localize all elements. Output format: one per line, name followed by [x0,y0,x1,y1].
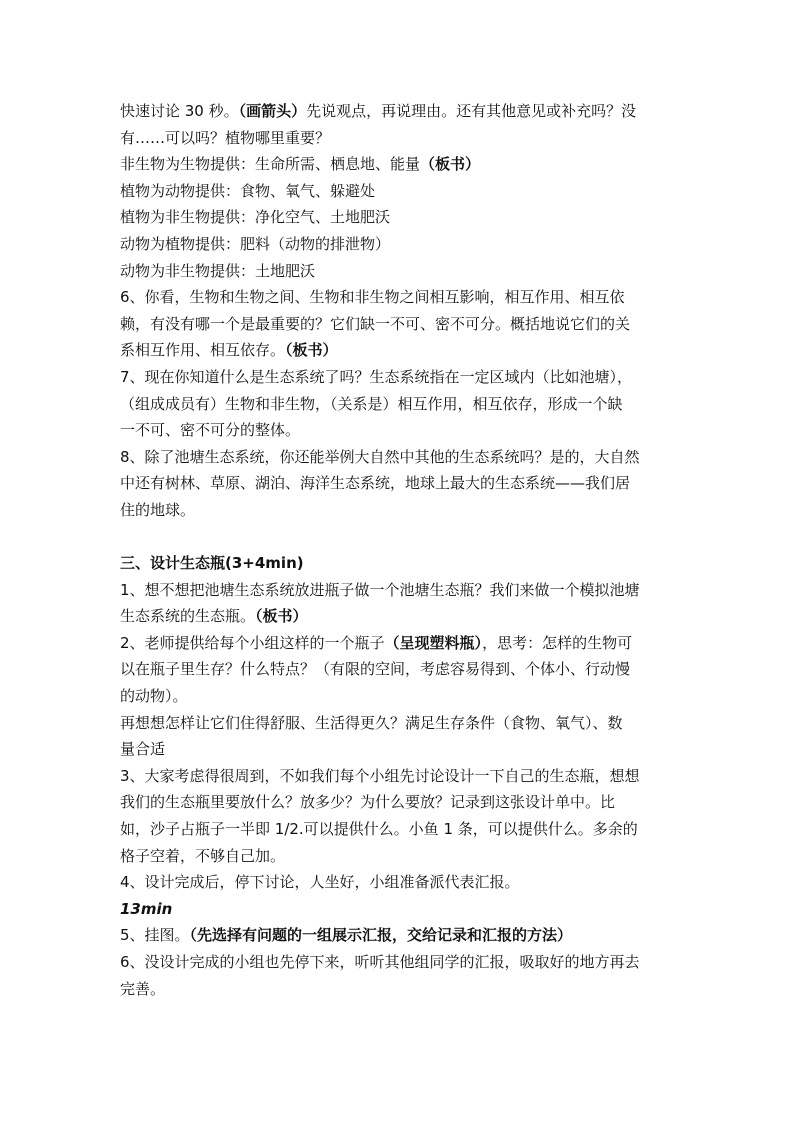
text-segment: 以在瓶子里生存？什么特点？（有限的空间，考虑容易得到、个体小、行动慢 [120,660,631,679]
text-line [120,178,680,205]
text-segment: ，思考：怎样的生物可 [482,633,633,652]
text-line [120,284,680,311]
text-line [120,98,680,125]
text-segment: 动物为非生物提供：土地肥沃 [120,261,316,280]
section-heading [120,550,680,577]
text-line [120,710,680,737]
bold-text: （画箭头） [238,102,307,120]
text-line [120,922,680,949]
text-line [120,656,680,683]
text-segment: 5、挂图。 [120,926,190,945]
text-segment: 赖，有没有哪一个是最重要的？它们缺一不可、密不可分。概括地说它们的关 [120,314,631,333]
text-segment: 植物为动物提供：食物、氧气、躲避处 [120,181,376,200]
text-line [120,736,680,763]
text-segment: 植物为非生物提供：净化空气、土地肥沃 [120,208,391,227]
text-segment: 非生物为生物提供：生命所需、栖息地、能量 [120,155,421,174]
text-segment: 生态系统的生态瓶。 [120,607,256,626]
blank-line [120,524,680,551]
text-line [120,869,680,896]
text-line [120,816,680,843]
document-body [120,98,680,1002]
bold-text: （板书） [420,155,481,174]
text-segment: 快速讨论 30 秒。 [120,102,239,120]
text-line [120,896,680,923]
text-segment: 一不可、密不可分的整体。 [120,421,301,440]
text-line [120,151,680,178]
text-line [120,789,680,816]
text-line [120,843,680,870]
text-segment: 4、设计完成后，停下讨论，人坐好，小组准备派代表汇报。 [120,873,520,892]
text-line [120,976,680,1003]
text-segment: 3、大家考虑得很周到，不如我们每个小组先讨论设计一下自己的生态瓶，想想 [120,766,640,785]
bold-text: （板书） [285,341,338,360]
bold-text: 三、设计生态瓶(3+4min) [120,554,304,573]
text-segment: 先说观点，再说理由。还有其他意见或补充吗？没 [306,102,637,120]
text-segment: 8、除了池塘生态系统，你还能举例大自然中其他的生态系统吗？是的，大自然 [120,447,640,466]
text-segment: 2、老师提供给每个小组这样的一个瓶子 [120,633,385,652]
text-segment: 系相互作用、相互依存。 [120,341,286,360]
text-segment: 我们的生态瓶里要放什么？放多少？为什么要放？记录到这张设计单中。比 [120,793,616,812]
text-line [120,683,680,710]
text-line [120,417,680,444]
text-line [120,125,680,152]
text-line [120,258,680,285]
text-line [120,949,680,976]
text-segment: 格子空着，不够自己加。 [120,846,286,865]
text-segment: 完善。 [120,979,166,998]
text-segment: 有……可以吗？植物哪里重要？ [120,128,331,147]
text-line [120,470,680,497]
text-line [120,763,680,790]
text-segment: 6、没设计完成的小组也先停下来，听听其他组同学的汇报，吸取好的地方再去 [120,953,640,971]
bold-text: （呈现塑料瓶） [384,633,483,652]
text-line [120,204,680,231]
text-line [120,577,680,604]
text-segment: 1、想不想把池塘生态系统放进瓶子做一个池塘生态瓶？我们来做一个模拟池塘 [120,580,640,599]
text-segment: 再想想怎样让它们住得舒服、生活得更久？满足生存条件（食物、氧气）、数 [120,713,623,732]
text-segment: 量合适 [120,740,166,759]
text-line [120,231,680,258]
text-segment: 中还有树林、草原、湖泊、海洋生态系统，地球上最大的生态系统——我们居 [120,474,631,493]
text-segment: 住的地球。 [120,500,196,519]
text-segment: 6、你看，生物和生物之间、生物和非生物之间相互影响，相互作用、相互依 [120,288,625,307]
text-line [120,444,680,471]
text-segment: 7、现在你知道什么是生态系统了吗？生态系统指在一定区域内（比如池塘）， [120,367,633,386]
text-line [120,311,680,338]
bold-text: （板书） [255,607,308,626]
text-segment: 如，沙子占瓶子一半即 1/2.可以提供什么。小鱼 1 条，可以提供什么。多余的 [120,820,638,839]
text-line [120,364,680,391]
bold-text: （先选择有问题的一组展示汇报，交给记录和汇报的方法） [189,926,573,945]
text-line [120,337,680,364]
text-line [120,391,680,418]
text-line [120,497,680,524]
text-segment: （组成成员有）生物和非生物，（关系是）相互作用，相互依存，形成一个缺 [120,394,623,413]
text-segment: 的动物）。 [120,687,188,706]
text-line [120,630,680,657]
text-line [120,603,680,630]
text-segment: 动物为植物提供：肥料（动物的排泄物） [120,234,391,253]
time-note: 13min [120,899,173,918]
